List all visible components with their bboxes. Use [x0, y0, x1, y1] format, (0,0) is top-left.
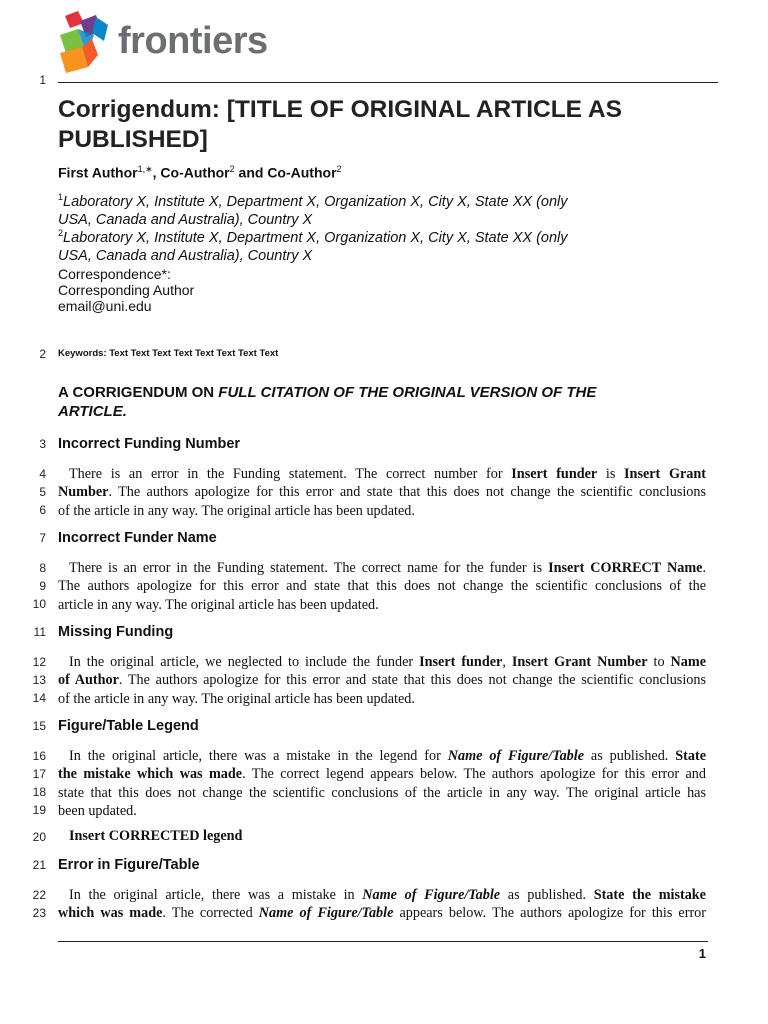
- line-number: 22: [32, 888, 46, 902]
- affiliation-text: USA, Canada and Australia), Country X: [58, 211, 313, 228]
- paragraph: In the original article, there was a mistake in the legend for Name of Figure/Table as published. State the mistake which was made. The correct legend appears below. The authors apologize for this error and state that this does not change the scientific conclusions of the article in any way. The original article has been updated.: [58, 748, 706, 819]
- paragraph: In the original article, there was a mistake in Name of Figure/Table as published. State the mistake which was made. The corrected Name of Figure/Table appears below. The authors apologize for this error: [58, 887, 707, 922]
- original-citation: FULL CITATION OF THE ORIGINAL VERSION OF THE: [218, 384, 597, 401]
- keywords: Keywords: Text Text Text Text Text Text Text Text: [58, 348, 279, 359]
- author-name: First Author: [58, 164, 138, 181]
- line-number: 9: [39, 579, 46, 593]
- line-number: 23: [32, 906, 46, 920]
- affiliation-text: Laboratory X, Institute X, Department X, Organization X, City X, State XX (only: [63, 193, 568, 210]
- affiliation-marker: 2: [58, 228, 64, 238]
- section-heading: Incorrect Funding Number: [58, 436, 241, 452]
- line-number: 16: [32, 749, 46, 763]
- line-number: 1: [39, 73, 46, 87]
- line-number: 4: [39, 467, 46, 481]
- affiliation-marker: 1: [58, 192, 64, 202]
- affiliation: [58, 188, 678, 229]
- affiliation: [58, 224, 678, 265]
- author-affiliation-marker: 2: [336, 164, 342, 174]
- line-number: 3: [39, 437, 46, 451]
- paragraph: There is an error in the Funding statement. The correct number for Insert funder is Insert Grant Number. The authors apologize for this error and state that this does not change the scientific conclusions of the article in any way. The original article has been updated.: [58, 466, 707, 519]
- line-number: 17: [32, 767, 46, 781]
- line-number: 11: [33, 625, 46, 639]
- line-number: 20: [32, 830, 46, 844]
- author-separator: ,: [152, 164, 161, 181]
- correspondence-block: [58, 266, 194, 314]
- section-heading: Missing Funding: [58, 624, 174, 640]
- corrected-legend: Insert CORRECTED legend: [69, 828, 243, 844]
- line-number: 10: [32, 597, 46, 611]
- author-separator: and: [234, 164, 268, 181]
- affiliation-text: Laboratory X, Institute X, Department X, Organization X, City X, State XX (only: [63, 229, 568, 246]
- line-number: 7: [39, 531, 46, 545]
- original-citation: ARTICLE.: [58, 403, 127, 420]
- page-title: Corrigendum: [TITLE OF ORIGINAL ARTICLE AS PUBLISHED]: [58, 96, 622, 153]
- line-number: 2: [39, 347, 46, 361]
- page-number: 1: [698, 946, 706, 961]
- author-affiliation-marker: 1,∗: [137, 164, 153, 174]
- line-number: 8: [39, 561, 46, 575]
- line-number: 19: [32, 803, 46, 817]
- line-number: 6: [39, 503, 46, 517]
- line-number: 5: [39, 485, 46, 499]
- correspondence-label: Correspondence*:: [58, 266, 171, 282]
- line-number: 14: [32, 691, 46, 705]
- author-list: [58, 164, 342, 181]
- paragraph: There is an error in the Funding statement. The correct name for the funder is Insert CORRECT Name. The authors apologize for this error and state that this does not change the scientific conclusions of the article in any way. The original article has been updated.: [58, 560, 706, 613]
- frontiers-wordmark: frontiers: [118, 20, 268, 62]
- line-number: 15: [32, 719, 46, 733]
- section-heading: Error in Figure/Table: [58, 857, 200, 873]
- line-number: 12: [32, 655, 46, 669]
- line-number: 13: [32, 673, 46, 687]
- corrigendum-heading: [58, 383, 698, 421]
- author-name: Co-Author: [267, 164, 337, 181]
- line-number: 21: [32, 858, 46, 872]
- section-heading: Incorrect Funder Name: [58, 530, 217, 546]
- correspondence-email[interactable]: email@uni.edu: [58, 298, 152, 314]
- corresponding-author: Corresponding Author: [58, 282, 195, 298]
- footer-rule: [58, 941, 708, 942]
- section-heading: Figure/Table Legend: [58, 718, 199, 734]
- header-rule: [58, 82, 718, 83]
- author-name: Co-Author: [160, 164, 230, 181]
- paragraph: In the original article, we neglected to include the funder Insert funder, Insert Grant Number to Name of Author. The authors apologize for this error and state that this does not change the scientific conclusions of the article in any way. The original article has been updated.: [58, 654, 706, 707]
- corrigendum-prefix: A CORRIGENDUM ON: [58, 384, 219, 401]
- line-number: 18: [32, 785, 46, 799]
- affiliation-text: USA, Canada and Australia), Country X: [58, 247, 313, 264]
- author-affiliation-marker: 2: [229, 164, 235, 174]
